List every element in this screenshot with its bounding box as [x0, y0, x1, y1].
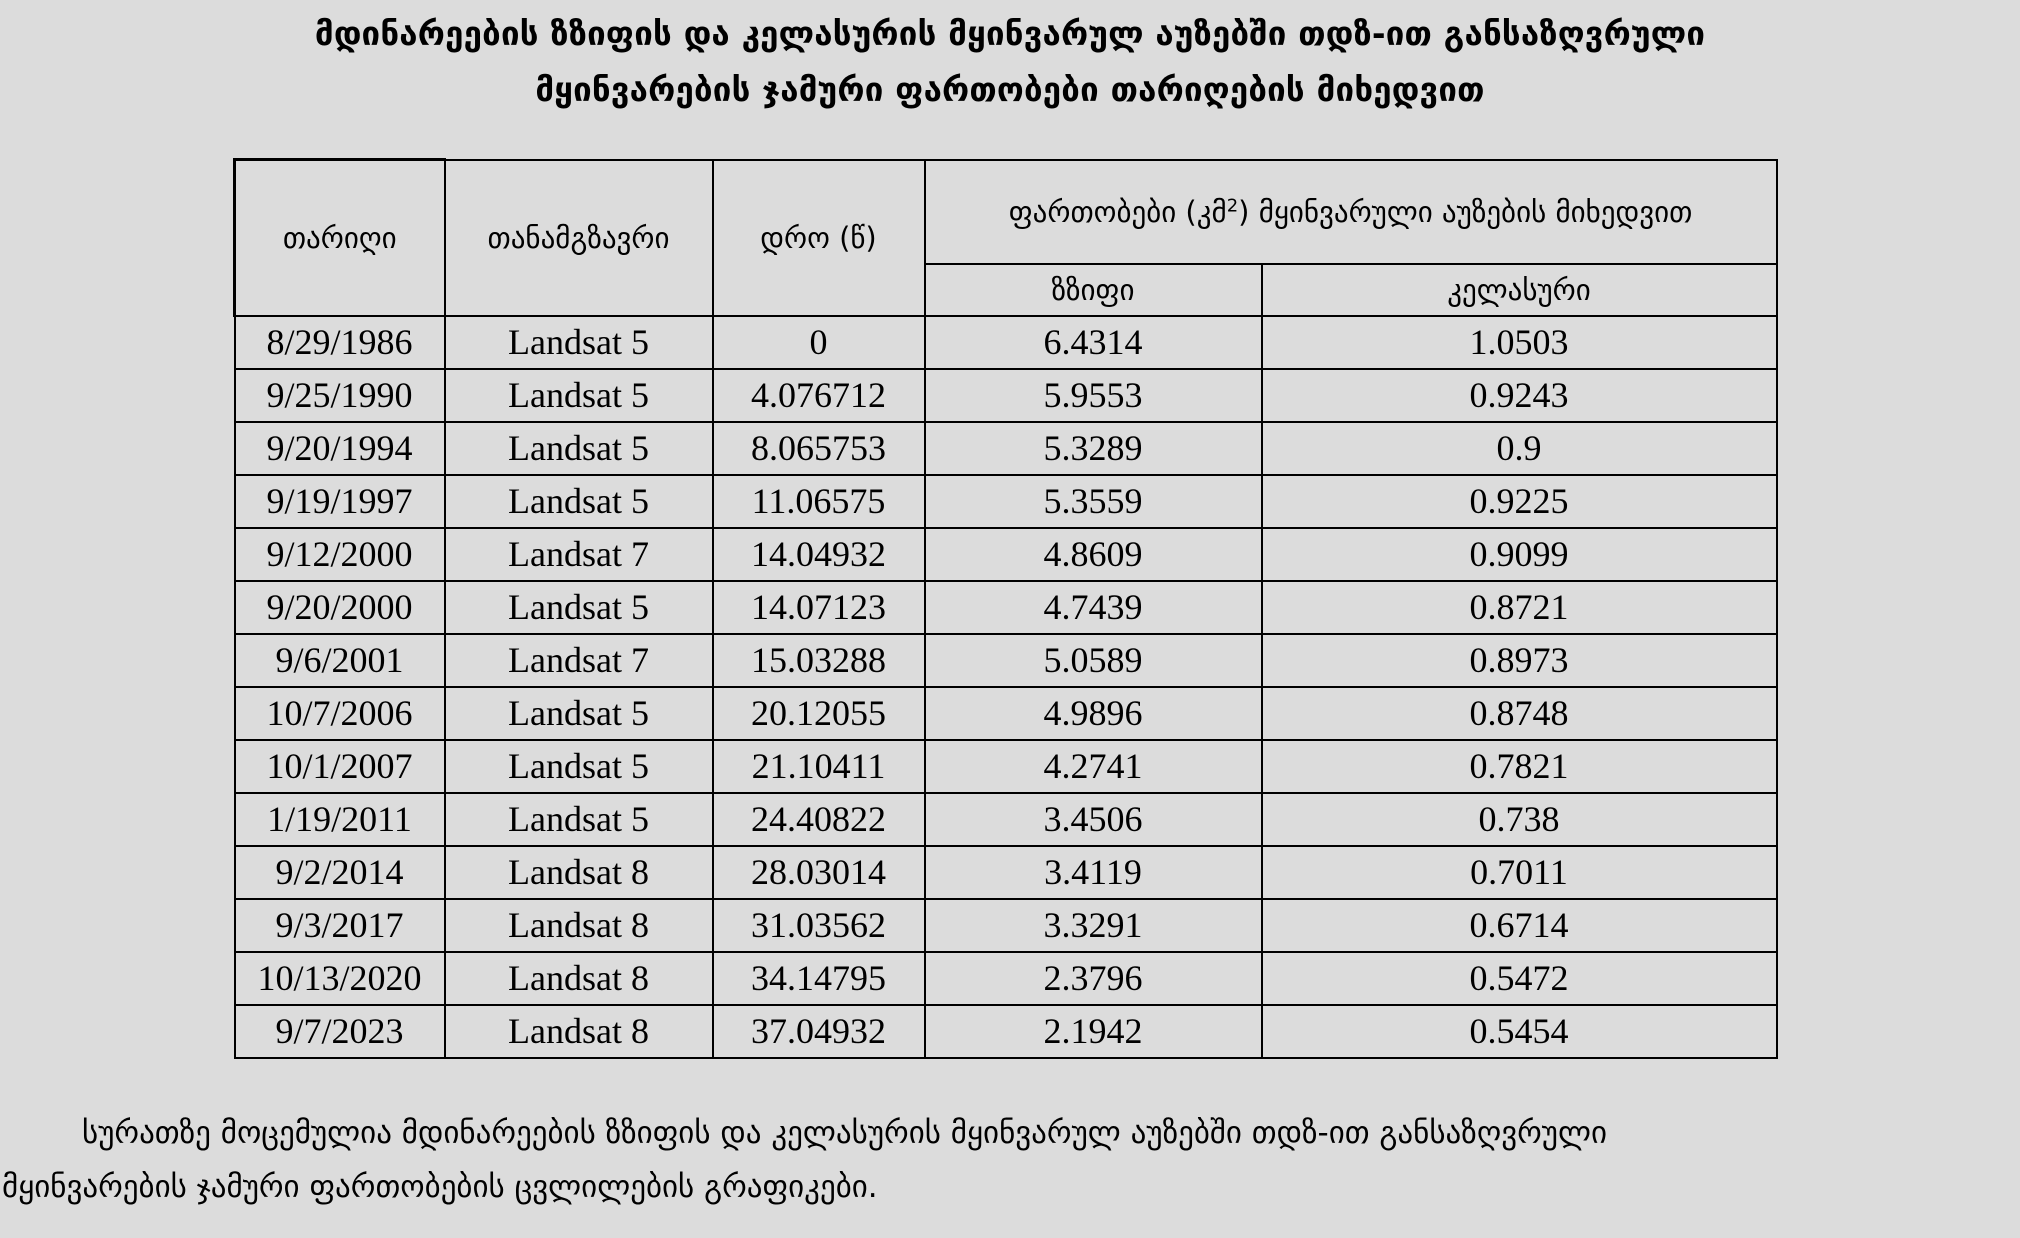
cell-date: 1/19/2011 [235, 793, 445, 846]
cell-satellite: Landsat 5 [445, 793, 713, 846]
table-row [235, 740, 1777, 793]
document-title [0, 6, 2020, 118]
cell-zzifi: 4.7439 [925, 581, 1262, 634]
cell-kelasuri: 0.6714 [1262, 899, 1777, 952]
cell-time: 28.03014 [713, 846, 925, 899]
table-row [235, 422, 1777, 475]
cell-time: 34.14795 [713, 952, 925, 1005]
table-row [235, 793, 1777, 846]
body-paragraph [0, 1106, 2020, 1214]
header-zzifi: ზზიფი [925, 264, 1262, 316]
paragraph-line-2: მყინვარების ჯამური ფართობების ცვლილების გრაფიკები. [2, 1169, 878, 1205]
cell-date: 9/12/2000 [235, 528, 445, 581]
cell-time: 14.07123 [713, 581, 925, 634]
cell-kelasuri: 1.0503 [1262, 316, 1777, 369]
cell-zzifi: 5.3289 [925, 422, 1262, 475]
cell-kelasuri: 0.9 [1262, 422, 1777, 475]
cell-zzifi: 3.3291 [925, 899, 1262, 952]
header-area-by-basin [925, 160, 1777, 264]
cell-satellite: Landsat 5 [445, 475, 713, 528]
header-time: დრო (წ) [713, 160, 925, 316]
table-row [235, 475, 1777, 528]
cell-date: 10/13/2020 [235, 952, 445, 1005]
cell-date: 9/2/2014 [235, 846, 445, 899]
cell-satellite: Landsat 5 [445, 581, 713, 634]
cell-kelasuri: 0.9099 [1262, 528, 1777, 581]
cell-zzifi: 5.9553 [925, 369, 1262, 422]
cell-kelasuri: 0.5472 [1262, 952, 1777, 1005]
cell-zzifi: 2.3796 [925, 952, 1262, 1005]
cell-time: 14.04932 [713, 528, 925, 581]
cell-zzifi: 5.0589 [925, 634, 1262, 687]
cell-date: 8/29/1986 [235, 316, 445, 369]
cell-satellite: Landsat 8 [445, 846, 713, 899]
cell-date: 10/7/2006 [235, 687, 445, 740]
title-line-1: მდინარეების ზზიფის და კელასურის მყინვარულ აუზებში თდზ-ით განსაზღვრული [314, 14, 1706, 53]
cell-kelasuri: 0.8748 [1262, 687, 1777, 740]
glacier-area-table [233, 158, 1778, 1059]
cell-date: 9/3/2017 [235, 899, 445, 952]
cell-satellite: Landsat 5 [445, 740, 713, 793]
table-row [235, 369, 1777, 422]
cell-satellite: Landsat 5 [445, 316, 713, 369]
cell-date: 9/25/1990 [235, 369, 445, 422]
cell-kelasuri: 0.8973 [1262, 634, 1777, 687]
cell-time: 15.03288 [713, 634, 925, 687]
cell-satellite: Landsat 8 [445, 899, 713, 952]
cell-time: 37.04932 [713, 1005, 925, 1058]
table-row [235, 846, 1777, 899]
cell-satellite: Landsat 5 [445, 369, 713, 422]
cell-time: 11.06575 [713, 475, 925, 528]
title-line-2: მყინვარების ჯამური ფართობები თარიღების მიხედვით [535, 70, 1485, 109]
table-row [235, 316, 1777, 369]
cell-kelasuri: 0.9243 [1262, 369, 1777, 422]
header-date: თარიღი [235, 160, 445, 316]
cell-satellite: Landsat 8 [445, 952, 713, 1005]
cell-time: 20.12055 [713, 687, 925, 740]
table-row [235, 952, 1777, 1005]
cell-kelasuri: 0.8721 [1262, 581, 1777, 634]
cell-zzifi: 4.9896 [925, 687, 1262, 740]
cell-satellite: Landsat 7 [445, 634, 713, 687]
cell-date: 9/20/2000 [235, 581, 445, 634]
cell-satellite: Landsat 7 [445, 528, 713, 581]
header-area-suffix: ) მყინვარული აუზების მიხედვით [1238, 194, 1693, 229]
cell-time: 0 [713, 316, 925, 369]
cell-date: 9/7/2023 [235, 1005, 445, 1058]
cell-zzifi: 5.3559 [925, 475, 1262, 528]
cell-kelasuri: 0.738 [1262, 793, 1777, 846]
cell-time: 8.065753 [713, 422, 925, 475]
table-row [235, 528, 1777, 581]
cell-kelasuri: 0.5454 [1262, 1005, 1777, 1058]
cell-kelasuri: 0.7821 [1262, 740, 1777, 793]
cell-date: 10/1/2007 [235, 740, 445, 793]
table-row [235, 634, 1777, 687]
cell-time: 31.03562 [713, 899, 925, 952]
cell-date: 9/19/1997 [235, 475, 445, 528]
table-body [235, 316, 1777, 1058]
paragraph-line-1: სურათზე მოცემულია მდინარეების ზზიფის და კელასურის მყინვარულ აუზებში თდზ-ით განსაზღვრული [82, 1115, 1607, 1151]
cell-kelasuri: 0.7011 [1262, 846, 1777, 899]
cell-zzifi: 4.2741 [925, 740, 1262, 793]
table-row [235, 581, 1777, 634]
cell-zzifi: 2.1942 [925, 1005, 1262, 1058]
cell-date: 9/20/1994 [235, 422, 445, 475]
header-area-prefix: ფართობები (კმ [1008, 194, 1227, 229]
cell-satellite: Landsat 5 [445, 422, 713, 475]
cell-date: 9/6/2001 [235, 634, 445, 687]
table-row [235, 687, 1777, 740]
cell-zzifi: 4.8609 [925, 528, 1262, 581]
cell-zzifi: 3.4119 [925, 846, 1262, 899]
cell-kelasuri: 0.9225 [1262, 475, 1777, 528]
cell-zzifi: 3.4506 [925, 793, 1262, 846]
cell-satellite: Landsat 5 [445, 687, 713, 740]
header-area-sup: 2 [1226, 194, 1239, 216]
cell-time: 4.076712 [713, 369, 925, 422]
header-kelasuri: კელასური [1262, 264, 1777, 316]
cell-satellite: Landsat 8 [445, 1005, 713, 1058]
cell-time: 24.40822 [713, 793, 925, 846]
cell-zzifi: 6.4314 [925, 316, 1262, 369]
table-row [235, 1005, 1777, 1058]
header-satellite: თანამგზავრი [445, 160, 713, 316]
cell-time: 21.10411 [713, 740, 925, 793]
table-row [235, 899, 1777, 952]
